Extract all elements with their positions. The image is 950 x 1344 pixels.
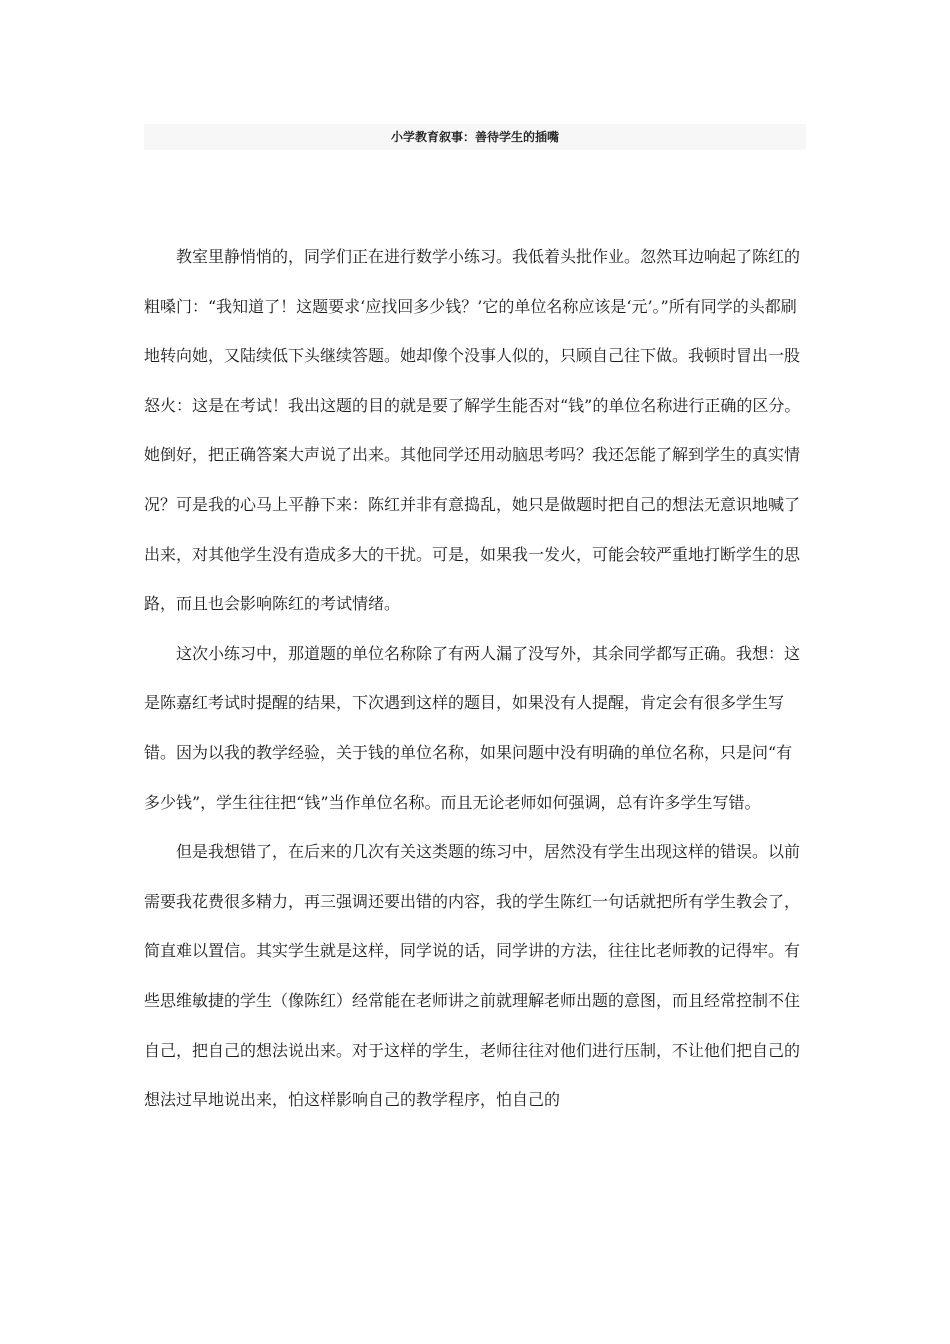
- document-body: [144, 232, 806, 1125]
- paragraph-2: 这次小练习中，那道题的单位名称除了有两人漏了没写外，其余同学都写正确。我想：这是陈嘉红考试时提醒的结果，下次遇到这样的题目，如果没有人提醒，肯定会有很多学生写错。因为以我的教学经验，关于钱的单位名称，如果问题中没有明确的单位名称，只是问“有多少钱”，学生往往把“钱”当作单位名称。而且无论老师如何强调，总有许多学生写错。: [144, 643, 801, 812]
- document-title: 小学教育叙事：善待学生的插嘴: [144, 124, 806, 150]
- paragraph-1: 教室里静悄悄的，同学们正在进行数学小练习。我低着头批作业。忽然耳边响起了陈红的粗嗓门：“我知道了！这题要求‘应找回多少钱？’它的单位名称应该是‘元’。”所有同学的头都刷地转向她，又陆续低下头继续答题。她却像个没事人似的，只顾自己往下做。我顿时冒出一股怒火：这是在考试！我出这题的目的就是要了解学生能否对“钱”的单位名称进行正确的区分。她倒好，把正确答案大声说了出来。其他同学还用动脑思考吗？我还怎能了解到学生的真实情况？可是我的心马上平静下来：陈红并非有意捣乱，她只是做题时把自己的想法无意识地喊了出来，对其他学生没有造成多大的干扰。可是，如果我一发火，可能会较严重地打断学生的思路，而且也会影响陈红的考试情绪。: [144, 247, 801, 614]
- paragraph-3: 但是我想错了，在后来的几次有关这类题的练习中，居然没有学生出现这样的错误。以前需要我花费很多精力，再三强调还要出错的内容，我的学生陈红一句话就把所有学生教会了，简直难以置信。其实学生就是这样，同学说的话，同学讲的方法，往往比老师教的记得牢。有些思维敏捷的学生（像陈红）经常能在老师讲之前就理解老师出题的意图，而且经常控制不住自己，把自己的想法说出来。对于这样的学生，老师往往对他们进行压制，不让他们把自己的想法过早地说出来，怕这样影响自己的教学程序，怕自己的: [144, 842, 801, 1110]
